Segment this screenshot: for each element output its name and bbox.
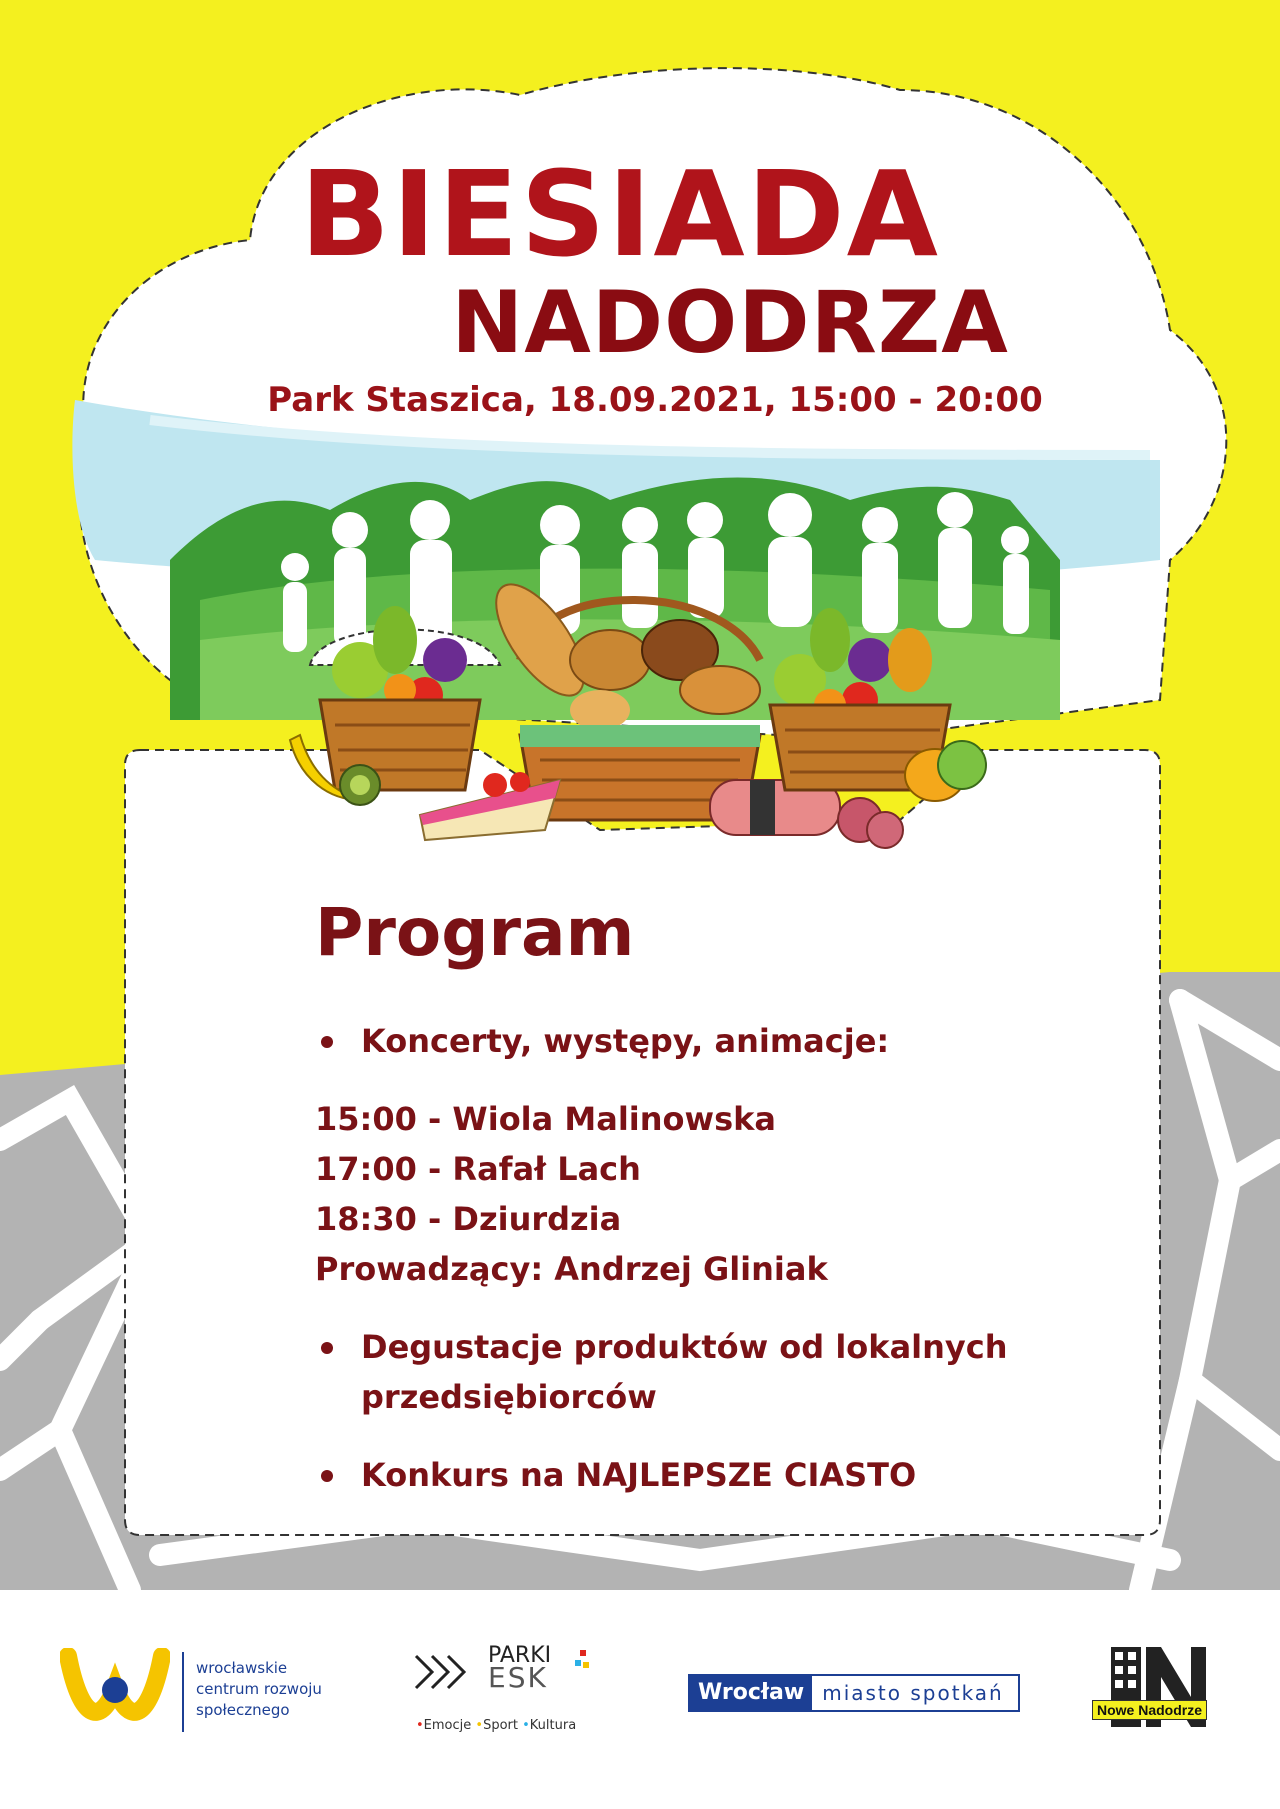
parki-dot-icon [583, 1662, 589, 1668]
wcrs-line: wrocławskie [196, 1659, 288, 1677]
poster-title-line2: NADODRZA [451, 273, 1009, 373]
program-item-label: Konkurs na NAJLEPSZE CIASTO [361, 1456, 917, 1494]
program-section [315, 894, 1145, 1500]
bullet-icon [321, 1036, 333, 1048]
parki-logo-text [488, 1643, 552, 1694]
parki-tag: Sport [483, 1718, 518, 1733]
schedule-entry: 15:00 - Wiola Malinowska [315, 1100, 776, 1138]
wcrs-line: centrum rozwoju [196, 1680, 322, 1698]
event-details: Park Staszica, 18.09.2021, 15:00 - 20:00 [267, 380, 1043, 420]
wroclaw-label: Wrocław [690, 1676, 812, 1710]
parki-line: ESK [488, 1661, 548, 1694]
parki-dot-icon [575, 1660, 581, 1666]
bullet-icon [321, 1470, 333, 1482]
program-item-label: przedsiębiorców [361, 1378, 657, 1416]
program-item-contest [315, 1450, 1145, 1500]
program-heading: Program [315, 894, 635, 971]
program-item-tasting [315, 1322, 1145, 1422]
host-entry: Prowadzący: Andrzej Gliniak [315, 1250, 828, 1288]
parki-dot-icon [580, 1650, 586, 1656]
wcrs-line: społecznego [196, 1701, 290, 1719]
parki-tag: Kultura [529, 1718, 577, 1733]
wcrs-divider [182, 1652, 184, 1732]
miasto-label: miasto spotkań [822, 1681, 1004, 1705]
wcrs-logo-icon [60, 1648, 170, 1733]
parki-chevrons-icon [412, 1652, 482, 1692]
parki-tag: Emocje [423, 1718, 472, 1733]
schedule-entry: 18:30 - Dziurdzia [315, 1200, 622, 1238]
schedule-list [315, 1094, 1145, 1294]
nowe-nadodrze-label: Nowe Nadodrze [1092, 1700, 1207, 1720]
program-item-concerts [315, 1016, 1145, 1066]
parki-line: PARKI [488, 1643, 552, 1668]
bullet-icon [321, 1342, 333, 1354]
program-item-label: Koncerty, występy, animacje: [361, 1022, 890, 1060]
parki-tagline: •Emocje •Sport •Kultura [416, 1718, 577, 1733]
schedule-entry: 17:00 - Rafał Lach [315, 1150, 641, 1188]
wcrs-logo-text [196, 1658, 322, 1721]
program-item-label: Degustacje produktów od lokalnych [361, 1328, 1008, 1366]
wroclaw-logo [688, 1674, 1020, 1712]
poster-title-line1: BIESIADA [300, 145, 940, 283]
